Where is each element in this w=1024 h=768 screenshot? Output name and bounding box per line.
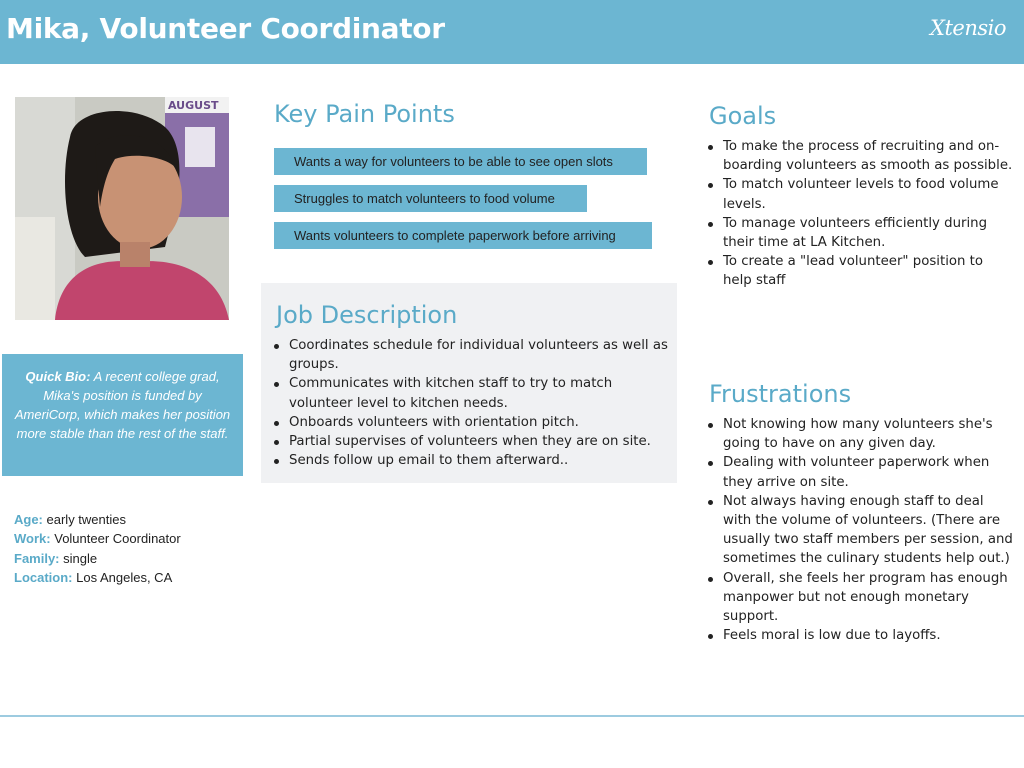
fact-location-label: Location: bbox=[14, 569, 73, 585]
page-title: Mika, Volunteer Coordinator bbox=[6, 12, 445, 45]
list-item: Dealing with volunteer paperwork when they arrive on site. bbox=[708, 453, 1014, 491]
list-item: Sends follow up email to them afterward.. bbox=[274, 451, 669, 470]
list-item: Feels moral is low due to layoffs. bbox=[708, 626, 1014, 645]
fact-age-value: early twenties bbox=[46, 512, 126, 527]
fact-work-label: Work: bbox=[14, 531, 51, 547]
persona-photo-image bbox=[15, 97, 229, 320]
goals-list bbox=[708, 137, 1014, 291]
quick-bio-text: A recent college grad, Mika's position is funded by AmeriCorp, which makes her position more stable than the rest of the staff. bbox=[14, 369, 231, 441]
poster-text: AUGUST bbox=[168, 99, 219, 112]
fact-age-label: Age: bbox=[14, 512, 43, 527]
footer-divider bbox=[0, 715, 1024, 717]
list-item: Coordinates schedule for individual volunteers as well as groups. bbox=[274, 336, 669, 374]
frustrations-heading: Frustrations bbox=[709, 380, 852, 408]
list-item: To make the process of recruiting and on-boarding volunteers as smooth as possible. bbox=[708, 137, 1014, 175]
fact-location bbox=[14, 568, 181, 587]
persona-facts bbox=[14, 510, 181, 587]
pain-points-heading: Key Pain Points bbox=[274, 100, 455, 128]
pain-point-item: Wants a way for volunteers to be able to see open slots bbox=[274, 148, 647, 175]
list-item: To manage volunteers efficiently during their time at LA Kitchen. bbox=[708, 214, 1014, 252]
list-item: Not knowing how many volunteers she's going to have on any given day. bbox=[708, 415, 1014, 453]
list-item: To match volunteer levels to food volume levels. bbox=[708, 175, 1014, 213]
fact-family bbox=[14, 549, 181, 568]
fact-work bbox=[14, 529, 181, 548]
goals-heading: Goals bbox=[709, 102, 777, 130]
list-item: Overall, she feels her program has enough manpower but not enough monetary support. bbox=[708, 569, 1014, 627]
fact-location-value: Los Angeles, CA bbox=[76, 569, 173, 585]
header-bar bbox=[0, 0, 1024, 64]
pain-point-item: Struggles to match volunteers to food volume bbox=[274, 185, 587, 212]
list-item: Onboards volunteers with orientation pitch. bbox=[274, 413, 669, 432]
frustrations-list bbox=[708, 415, 1014, 645]
xtensio-logo[interactable]: Xtensio bbox=[930, 16, 1006, 40]
quick-bio-label: Quick Bio: bbox=[25, 369, 91, 384]
job-description-list bbox=[274, 336, 669, 470]
pain-point-item: Wants volunteers to complete paperwork before arriving bbox=[274, 222, 652, 249]
fact-work-value: Volunteer Coordinator bbox=[54, 531, 181, 547]
list-item: Communicates with kitchen staff to try to match volunteer level to kitchen needs. bbox=[274, 374, 669, 412]
persona-photo bbox=[15, 97, 229, 320]
fact-family-label: Family: bbox=[14, 550, 60, 566]
fact-family-value: single bbox=[63, 550, 98, 566]
list-item: Partial supervises of volunteers when they are on site. bbox=[274, 432, 669, 451]
list-item: To create a "lead volunteer" position to help staff bbox=[708, 252, 1014, 290]
fact-age bbox=[14, 510, 181, 529]
quick-bio bbox=[2, 354, 243, 476]
list-item: Not always having enough staff to deal with the volume of volunteers. (There are usually two staff members per session, and sometimes the culinary students help out.) bbox=[708, 492, 1014, 569]
job-description-heading: Job Description bbox=[276, 301, 458, 329]
